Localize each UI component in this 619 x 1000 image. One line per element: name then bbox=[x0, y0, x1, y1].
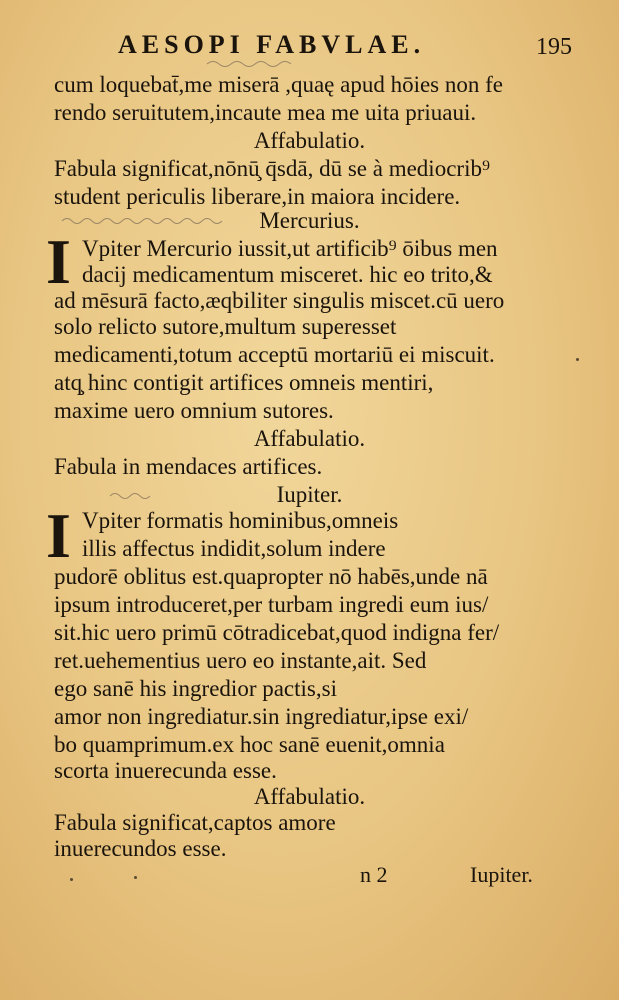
ink-speck bbox=[134, 876, 137, 879]
text-line: cum loquebat̄,me miserā ,quaę apud hōies non fe bbox=[54, 72, 503, 97]
ink-speck bbox=[70, 878, 73, 881]
text-line: dacij medicamentum misceret. hic eo trito,& bbox=[82, 262, 493, 287]
section-heading: Affabulatio. bbox=[253, 128, 366, 153]
text-line: Fabula significat,nōnū̧ q̄sdā, dū se à mediocrib⁹ bbox=[54, 156, 490, 181]
fable-title: Iupiter. bbox=[276, 482, 343, 507]
text-line: ad mēsurā facto,æqbiliter singulis miscet.cū uero bbox=[54, 288, 505, 313]
text-line: Vpiter Mercurio iussit,ut artificib⁹ ōibus men bbox=[82, 236, 498, 261]
text-line: maxime uero omnium sutores. bbox=[54, 398, 334, 423]
text-line: sit.hic uero primū cōtradicebat,quod indigna fer/ bbox=[54, 620, 500, 645]
text-line: student periculis liberare,in maiora incidere. bbox=[54, 184, 461, 209]
text-line: ipsum introduceret,per turbam ingredi eum ius/ bbox=[54, 592, 489, 617]
text-line: rendo seruitutem,incaute mea me uita priuaui. bbox=[54, 100, 477, 125]
text-line: Vpiter formatis hominibus,omneis bbox=[82, 508, 399, 533]
text-line: ego sanē his ingredior pactis,si bbox=[54, 676, 337, 701]
ink-speck bbox=[576, 358, 579, 361]
section-heading: Affabulatio. bbox=[253, 426, 366, 451]
drop-capital: I bbox=[46, 500, 71, 571]
faint-handwriting bbox=[60, 214, 230, 226]
page-number: 195 bbox=[536, 34, 572, 60]
drop-capital: I bbox=[46, 226, 71, 297]
text-line: scorta inuerecunda esse. bbox=[54, 758, 277, 783]
text-line: Fabula in mendaces artifices. bbox=[54, 454, 323, 479]
fable-title: Mercurius. bbox=[259, 208, 360, 233]
section-heading: Affabulatio. bbox=[253, 784, 366, 809]
text-line: illis affectus indidit,solum indere bbox=[82, 536, 386, 561]
text-line: inuerecundos esse. bbox=[54, 836, 227, 861]
text-line: atq̧ hinc contigit artifices omneis mentiri, bbox=[54, 370, 434, 395]
text-line: medicamenti,totum acceptū mortariū ei miscuit. bbox=[54, 342, 495, 367]
text-line: Fabula significat,captos amore bbox=[54, 810, 336, 835]
faint-handwriting bbox=[205, 58, 305, 68]
signature-mark: n 2 bbox=[360, 862, 388, 887]
running-head: AESOPI FABVLAE. bbox=[118, 30, 426, 59]
text-line: pudorē oblitus est.quapropter nō habēs,unde nā bbox=[54, 564, 488, 589]
text-line: solo relicto sutore,multum superesset bbox=[54, 314, 397, 339]
text-line: bo quamprimum.ex hoc sanē euenit,omnia bbox=[54, 732, 445, 757]
text-line: amor non ingrediatur.sin ingrediatur,ipse exi/ bbox=[54, 704, 469, 729]
catchword: Iupiter. bbox=[470, 862, 533, 887]
text-line: ret.uehementius uero eo instante,ait. Sed bbox=[54, 648, 427, 673]
faint-handwriting bbox=[108, 490, 158, 500]
